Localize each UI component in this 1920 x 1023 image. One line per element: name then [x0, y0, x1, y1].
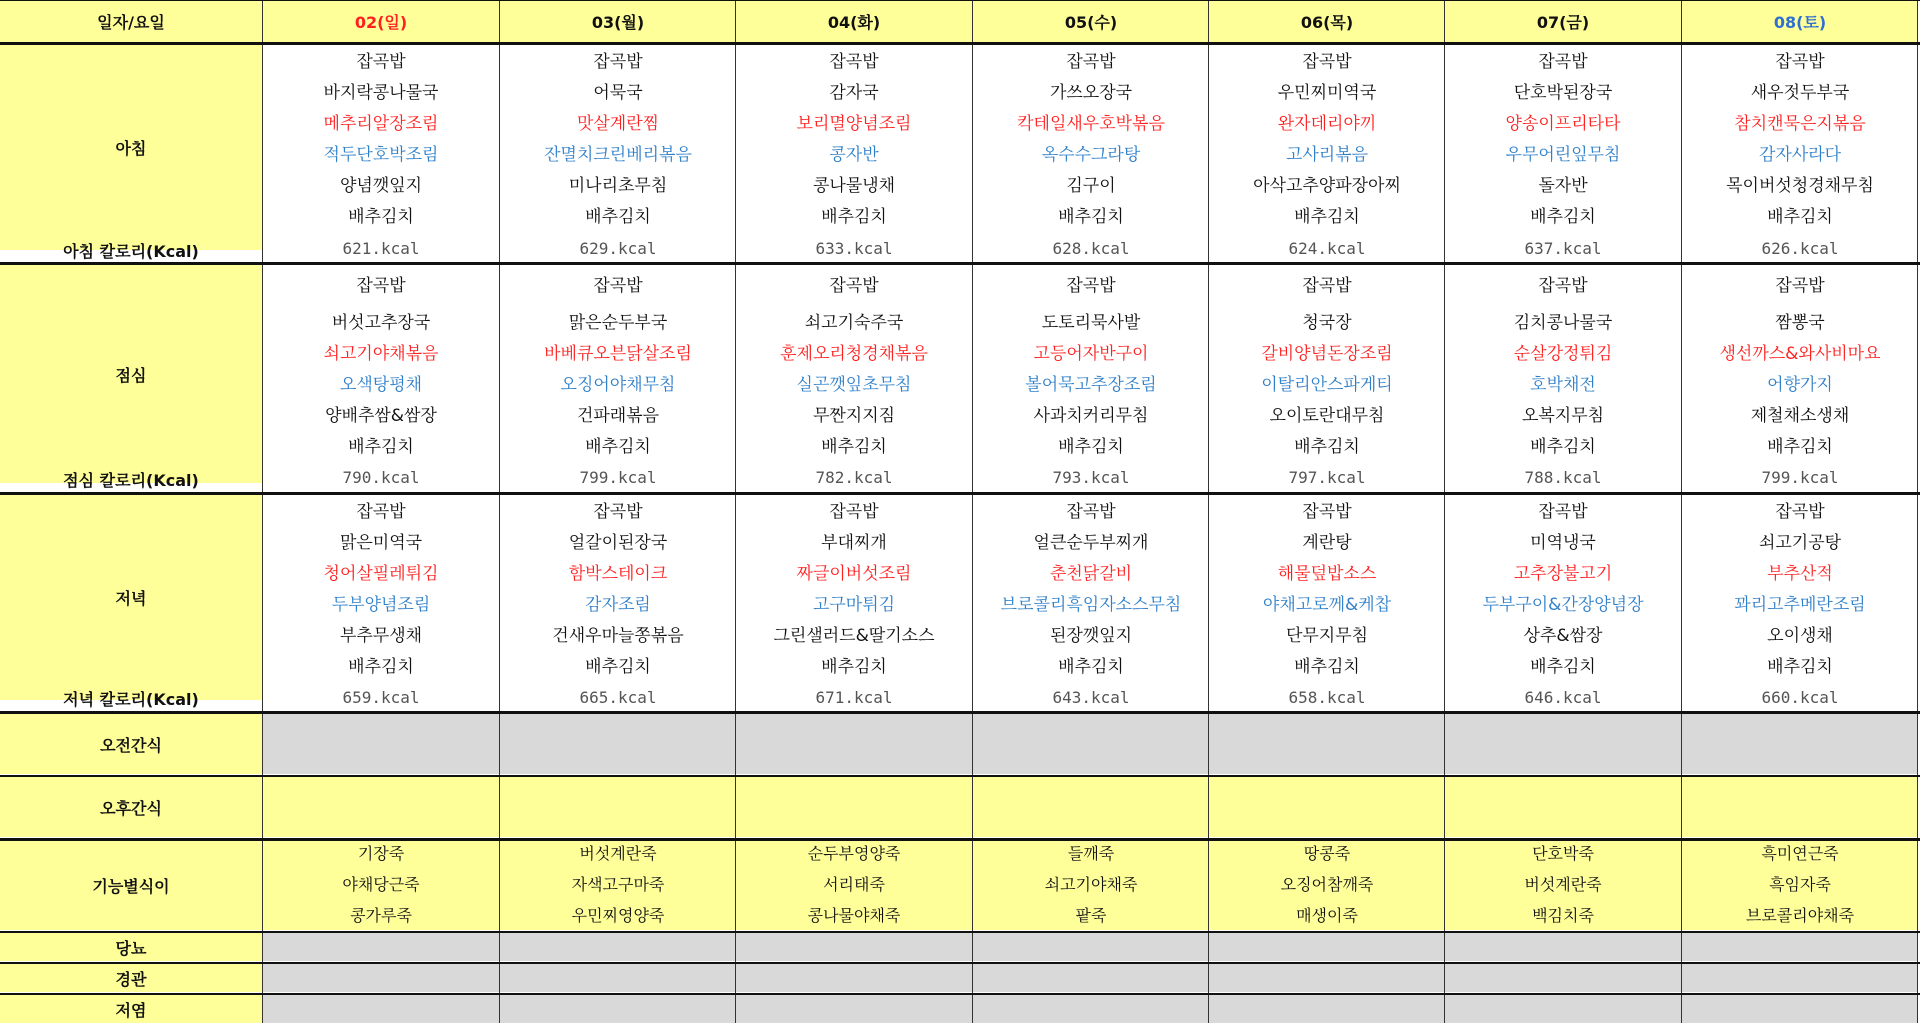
menu-item: 볼어묵고추장조림 — [1025, 375, 1157, 395]
morning-snack-cell[interactable] — [736, 714, 972, 774]
row-label-dinner-calories[interactable]: 저녁 칼로리(Kcal) — [63, 689, 199, 709]
menu-item: 도토리묵사발 — [1041, 313, 1141, 333]
tube-feeding-cell[interactable] — [1682, 964, 1918, 992]
calorie-value: 799.kcal — [579, 468, 657, 487]
low-salt-diet-cell[interactable] — [973, 995, 1209, 1023]
menu-item: 부추산적 — [1767, 564, 1833, 584]
lunch-cell[interactable] — [1445, 265, 1681, 493]
tube-feeding-cell[interactable] — [500, 964, 736, 992]
tube-feeding-cell[interactable] — [1209, 964, 1445, 992]
menu-item: 감자조림 — [585, 595, 651, 615]
calorie-value: 626.kcal — [1761, 239, 1839, 258]
menu-item: 함박스테이크 — [568, 564, 668, 584]
porridge-item: 오징어참깨죽 — [1280, 875, 1374, 894]
row-label-tube-feeding[interactable]: 경관 — [0, 964, 262, 992]
morning-snack-cell[interactable] — [1209, 714, 1445, 774]
menu-item: 잡곡밥 — [1066, 52, 1116, 72]
menu-item: 미나리초무침 — [568, 176, 668, 196]
afternoon-snack-cell[interactable] — [1209, 777, 1445, 837]
menu-item: 아삭고추양파장아찌 — [1253, 176, 1401, 196]
menu-item: 메추리알장조림 — [323, 114, 439, 134]
menu-item: 잡곡밥 — [356, 502, 406, 522]
menu-item: 배추김치 — [1767, 657, 1833, 677]
calorie-value: 629.kcal — [579, 239, 657, 258]
menu-item: 배추김치 — [585, 207, 651, 227]
menu-item: 두부구이&간장양념장 — [1482, 595, 1644, 615]
menu-item: 생선까스&와사비마요 — [1719, 344, 1881, 364]
breakfast-cell[interactable] — [736, 45, 972, 261]
dinner-cell[interactable] — [1445, 495, 1681, 711]
grid-vertical-line — [262, 0, 263, 1023]
breakfast-cell[interactable] — [263, 45, 499, 261]
afternoon-snack-cell[interactable] — [263, 777, 499, 837]
menu-item: 보리멸양념조림 — [796, 114, 912, 134]
row-label-lunch-calories[interactable]: 점심 칼로리(Kcal) — [63, 470, 199, 490]
menu-item: 오복지무침 — [1521, 406, 1605, 426]
menu-item: 콩자반 — [829, 145, 879, 165]
porridge-item: 들깨죽 — [1067, 844, 1115, 863]
afternoon-snack-cell[interactable] — [1445, 777, 1681, 837]
breakfast-cell[interactable] — [1445, 45, 1681, 261]
porridge-item: 콩나물야채죽 — [807, 906, 901, 925]
functional-diet-cell[interactable] — [973, 840, 1209, 930]
morning-snack-cell[interactable] — [500, 714, 736, 774]
menu-item: 배추김치 — [348, 207, 414, 227]
diabetes-diet-cell[interactable] — [1445, 933, 1681, 961]
menu-item: 순살강정튀김 — [1513, 344, 1613, 364]
dinner-cell[interactable] — [263, 495, 499, 711]
menu-item: 버섯고추장국 — [331, 313, 431, 333]
menu-item: 잡곡밥 — [829, 52, 879, 72]
diabetes-diet-cell[interactable] — [973, 933, 1209, 961]
menu-item: 김치콩나물국 — [1513, 313, 1613, 333]
menu-item: 해물덮밥소스 — [1277, 564, 1377, 584]
functional-diet-cell[interactable] — [263, 840, 499, 930]
menu-item: 제철채소생채 — [1750, 406, 1850, 426]
menu-item: 배추김치 — [1058, 207, 1124, 227]
row-label-dinner[interactable]: 저녁 — [0, 495, 262, 700]
porridge-item: 콩가루죽 — [350, 906, 412, 925]
grid-horizontal-line — [0, 492, 1920, 495]
afternoon-snack-cell[interactable] — [736, 777, 972, 837]
calorie-value: 628.kcal — [1052, 239, 1130, 258]
calorie-value: 671.kcal — [815, 688, 893, 707]
grid-horizontal-line — [0, 931, 1920, 933]
lunch-cell[interactable] — [1209, 265, 1445, 493]
calorie-value: 788.kcal — [1524, 468, 1602, 487]
grid-horizontal-line — [0, 42, 1920, 45]
header-day-5[interactable]: 06(목) — [1209, 0, 1445, 42]
dinner-cell[interactable] — [1209, 495, 1445, 711]
menu-item: 김구이 — [1066, 176, 1116, 196]
menu-item: 배추김치 — [348, 657, 414, 677]
calorie-value: 643.kcal — [1052, 688, 1130, 707]
menu-item: 꽈리고추메란조림 — [1734, 595, 1866, 615]
low-salt-diet-cell[interactable] — [500, 995, 736, 1023]
functional-diet-cell[interactable] — [736, 840, 972, 930]
diabetes-diet-cell[interactable] — [500, 933, 736, 961]
menu-item: 야채고로께&케찹 — [1262, 595, 1392, 615]
header-day-4[interactable]: 05(수) — [973, 0, 1209, 42]
menu-item: 배추김치 — [1767, 437, 1833, 457]
menu-item: 고구마튀김 — [812, 595, 896, 615]
menu-item: 어묵국 — [593, 83, 643, 103]
grid-vertical-line — [1681, 0, 1682, 1023]
tube-feeding-cell[interactable] — [973, 964, 1209, 992]
menu-item: 무짠지지짐 — [812, 406, 896, 426]
grid-horizontal-line — [0, 711, 1920, 714]
row-label-afternoon-snack[interactable]: 오후간식 — [0, 777, 262, 837]
calorie-value: 621.kcal — [342, 239, 420, 258]
menu-item: 잡곡밥 — [1066, 276, 1116, 296]
menu-item: 잡곡밥 — [1302, 502, 1352, 522]
grid-vertical-line — [972, 0, 973, 1023]
calorie-value: 633.kcal — [815, 239, 893, 258]
menu-item: 어향가지 — [1767, 375, 1833, 395]
grid-vertical-line — [1917, 0, 1918, 1023]
menu-item: 배추김치 — [821, 207, 887, 227]
grid-vertical-line — [1444, 0, 1445, 1023]
calorie-value: 790.kcal — [342, 468, 420, 487]
menu-item: 잡곡밥 — [593, 502, 643, 522]
menu-item: 잡곡밥 — [1302, 52, 1352, 72]
menu-item: 바베큐오븐닭살조림 — [544, 344, 692, 364]
menu-item: 배추김치 — [585, 657, 651, 677]
menu-item: 양념깻잎지 — [339, 176, 423, 196]
menu-item: 감자사라다 — [1758, 145, 1842, 165]
menu-item: 건새우마늘쫑볶음 — [552, 626, 684, 646]
menu-item: 양송이프리타타 — [1505, 114, 1621, 134]
menu-item: 쇠고기숙주국 — [804, 313, 904, 333]
grid-horizontal-line — [0, 962, 1920, 964]
menu-item: 맛살계란찜 — [576, 114, 660, 134]
header-day-3[interactable]: 04(화) — [736, 0, 972, 42]
menu-item: 배추김치 — [1767, 207, 1833, 227]
row-label-lunch[interactable]: 점심 — [0, 265, 262, 483]
porridge-item: 야채당근죽 — [342, 875, 420, 894]
afternoon-snack-cell[interactable] — [1682, 777, 1918, 837]
menu-item: 호박채전 — [1530, 375, 1596, 395]
tube-feeding-cell[interactable] — [263, 964, 499, 992]
grid-horizontal-line — [0, 262, 1920, 265]
grid-horizontal-line — [0, 0, 1920, 1]
calorie-value: 659.kcal — [342, 688, 420, 707]
menu-item: 양배추쌈&쌈장 — [325, 406, 437, 426]
porridge-item: 자색고구마죽 — [571, 875, 665, 894]
porridge-item: 단호박죽 — [1532, 844, 1594, 863]
porridge-item: 버섯계란죽 — [579, 844, 657, 863]
dinner-cell[interactable] — [736, 495, 972, 711]
lunch-cell[interactable] — [973, 265, 1209, 493]
morning-snack-cell[interactable] — [263, 714, 499, 774]
menu-item: 그린샐러드&딸기소스 — [773, 626, 935, 646]
menu-item: 된장깻잎지 — [1049, 626, 1133, 646]
calorie-value: 658.kcal — [1288, 688, 1366, 707]
menu-item: 칵테일새우호박볶음 — [1017, 114, 1165, 134]
porridge-item: 버섯계란죽 — [1524, 875, 1602, 894]
functional-diet-cell[interactable] — [500, 840, 736, 930]
menu-item: 잡곡밥 — [1538, 52, 1588, 72]
menu-item: 배추김치 — [821, 437, 887, 457]
grid-horizontal-line — [0, 838, 1920, 841]
menu-item: 이탈리안스파게티 — [1261, 375, 1393, 395]
breakfast-cell[interactable] — [973, 45, 1209, 261]
diabetes-diet-cell[interactable] — [263, 933, 499, 961]
morning-snack-cell[interactable] — [973, 714, 1209, 774]
calorie-value: 799.kcal — [1761, 468, 1839, 487]
header-corner[interactable]: 일자/요일 — [0, 0, 262, 42]
header-day-2[interactable]: 03(월) — [500, 0, 736, 42]
calorie-value: 797.kcal — [1288, 468, 1366, 487]
menu-item: 갈비양념돈장조림 — [1261, 344, 1393, 364]
menu-item: 잡곡밥 — [1066, 502, 1116, 522]
grid-horizontal-line — [0, 775, 1920, 777]
header-day-7[interactable]: 08(토) — [1682, 0, 1918, 42]
menu-item: 미역냉국 — [1530, 533, 1596, 553]
menu-item: 배추김치 — [348, 437, 414, 457]
lunch-cell[interactable] — [736, 265, 972, 493]
menu-item: 새우젓두부국 — [1750, 83, 1850, 103]
afternoon-snack-cell[interactable] — [973, 777, 1209, 837]
afternoon-snack-cell[interactable] — [500, 777, 736, 837]
menu-item: 감자국 — [829, 83, 879, 103]
menu-item: 오이생채 — [1767, 626, 1833, 646]
menu-item: 브로콜리흑임자소스무침 — [1000, 595, 1182, 615]
menu-item: 배추김치 — [1058, 437, 1124, 457]
calorie-value: 646.kcal — [1524, 688, 1602, 707]
menu-item: 가쓰오장국 — [1049, 83, 1133, 103]
calorie-value: 665.kcal — [579, 688, 657, 707]
morning-snack-cell[interactable] — [1445, 714, 1681, 774]
dinner-cell[interactable] — [500, 495, 736, 711]
menu-item: 부추무생채 — [339, 626, 423, 646]
menu-item: 맑은순두부국 — [568, 313, 668, 333]
porridge-item: 기장죽 — [357, 844, 405, 863]
menu-item: 얼큰순두부찌개 — [1033, 533, 1149, 553]
menu-item: 잡곡밥 — [593, 52, 643, 72]
tube-feeding-cell[interactable] — [736, 964, 972, 992]
grid-vertical-line — [735, 0, 736, 1023]
menu-item: 오이토란대무침 — [1269, 406, 1385, 426]
menu-item: 고추장불고기 — [1513, 564, 1613, 584]
menu-item: 배추김치 — [1294, 207, 1360, 227]
menu-item: 잡곡밥 — [1538, 276, 1588, 296]
lunch-cell[interactable] — [500, 265, 736, 493]
menu-item: 바지락콩나물국 — [323, 83, 439, 103]
porridge-item: 백김치죽 — [1532, 906, 1594, 925]
menu-item: 잡곡밥 — [356, 276, 406, 296]
menu-item: 잡곡밥 — [1775, 502, 1825, 522]
menu-item: 적두단호박조림 — [323, 145, 439, 165]
menu-item: 배추김치 — [1294, 657, 1360, 677]
menu-item: 배추김치 — [1294, 437, 1360, 457]
menu-item: 단무지무침 — [1285, 626, 1369, 646]
menu-item: 춘천닭갈비 — [1049, 564, 1133, 584]
menu-item: 목이버섯청경채무침 — [1726, 176, 1874, 196]
menu-item: 쇠고기야채볶음 — [323, 344, 439, 364]
row-label-diabetes[interactable]: 당뇨 — [0, 933, 262, 961]
menu-item: 오징어야채무침 — [560, 375, 676, 395]
header-day-1[interactable]: 02(일) — [263, 0, 499, 42]
menu-item: 콩나물냉채 — [812, 176, 896, 196]
header-day-6[interactable]: 07(금) — [1445, 0, 1681, 42]
row-label-breakfast-calories[interactable]: 아침 칼로리(Kcal) — [63, 241, 199, 261]
porridge-item: 쇠고기야채죽 — [1044, 875, 1138, 894]
lunch-cell[interactable] — [1682, 265, 1918, 493]
menu-item: 잡곡밥 — [1775, 276, 1825, 296]
breakfast-cell[interactable] — [1209, 45, 1445, 261]
menu-item: 배추김치 — [1530, 207, 1596, 227]
breakfast-cell[interactable] — [500, 45, 736, 261]
lunch-cell[interactable] — [263, 265, 499, 493]
menu-item: 사과치커리무침 — [1033, 406, 1149, 426]
row-label-breakfast[interactable]: 아침 — [0, 45, 262, 250]
low-salt-diet-cell[interactable] — [1209, 995, 1445, 1023]
menu-item: 고사리볶음 — [1285, 145, 1369, 165]
dinner-cell[interactable] — [973, 495, 1209, 711]
low-salt-diet-cell[interactable] — [1445, 995, 1681, 1023]
porridge-item: 흑미연근죽 — [1761, 844, 1839, 863]
diabetes-diet-cell[interactable] — [736, 933, 972, 961]
menu-item: 실곤깻잎초무침 — [796, 375, 912, 395]
menu-item: 단호박된장국 — [1513, 83, 1613, 103]
row-label-functional-diet[interactable]: 기능별식이 — [0, 840, 262, 930]
menu-item: 완자데리야끼 — [1277, 114, 1377, 134]
porridge-item: 땅콩죽 — [1303, 844, 1351, 863]
row-label-morning-snack[interactable]: 오전간식 — [0, 714, 262, 774]
calorie-value: 660.kcal — [1761, 688, 1839, 707]
grid-horizontal-line — [0, 993, 1920, 995]
menu-item: 건파래볶음 — [576, 406, 660, 426]
calorie-value: 624.kcal — [1288, 239, 1366, 258]
menu-item: 우무어린잎무침 — [1505, 145, 1621, 165]
calorie-value: 793.kcal — [1052, 468, 1130, 487]
low-salt-diet-cell[interactable] — [1682, 995, 1918, 1023]
grid-vertical-line — [499, 0, 500, 1023]
menu-item: 부대찌개 — [821, 533, 887, 553]
low-salt-diet-cell[interactable] — [263, 995, 499, 1023]
porridge-item: 매생이죽 — [1296, 906, 1358, 925]
menu-item: 옥수수그라탕 — [1041, 145, 1141, 165]
menu-item: 두부양념조림 — [331, 595, 431, 615]
porridge-item: 서리태죽 — [823, 875, 885, 894]
menu-item: 계란탕 — [1302, 533, 1352, 553]
menu-item: 쇠고기공탕 — [1758, 533, 1842, 553]
menu-item: 맑은미역국 — [339, 533, 423, 553]
dinner-cell[interactable] — [1682, 495, 1918, 711]
tube-feeding-cell[interactable] — [1445, 964, 1681, 992]
menu-item: 짬뽕국 — [1775, 313, 1825, 333]
menu-item: 배추김치 — [821, 657, 887, 677]
menu-item: 배추김치 — [1530, 657, 1596, 677]
diabetes-diet-cell[interactable] — [1209, 933, 1445, 961]
menu-item: 잡곡밥 — [1538, 502, 1588, 522]
functional-diet-cell[interactable] — [1209, 840, 1445, 930]
porridge-item: 팥죽 — [1075, 906, 1107, 925]
menu-item: 잡곡밥 — [1302, 276, 1352, 296]
menu-item: 잡곡밥 — [593, 276, 643, 296]
diabetes-diet-cell[interactable] — [1682, 933, 1918, 961]
calorie-value: 637.kcal — [1524, 239, 1602, 258]
menu-item: 짜글이버섯조림 — [796, 564, 912, 584]
menu-item: 얼갈이된장국 — [568, 533, 668, 553]
menu-item: 오색탕평채 — [339, 375, 423, 395]
porridge-item: 브로콜리야채죽 — [1745, 906, 1855, 925]
morning-snack-cell[interactable] — [1682, 714, 1918, 774]
functional-diet-cell[interactable] — [1682, 840, 1918, 930]
menu-item: 참치캔묵은지볶음 — [1734, 114, 1866, 134]
menu-item: 배추김치 — [1058, 657, 1124, 677]
grid-vertical-line — [1208, 0, 1209, 1023]
menu-item: 잡곡밥 — [829, 502, 879, 522]
menu-item: 훈제오리청경채볶음 — [780, 344, 928, 364]
breakfast-cell[interactable] — [1682, 45, 1918, 261]
porridge-item: 우민찌영양죽 — [571, 906, 665, 925]
menu-item: 잡곡밥 — [1775, 52, 1825, 72]
functional-diet-cell[interactable] — [1445, 840, 1681, 930]
menu-item: 청어살필레튀김 — [323, 564, 439, 584]
menu-item: 잔멸치크린베리볶음 — [544, 145, 692, 165]
menu-item: 고등어자반구이 — [1033, 344, 1149, 364]
menu-item: 우민찌미역국 — [1277, 83, 1377, 103]
calorie-value: 782.kcal — [815, 468, 893, 487]
menu-item: 상추&쌈장 — [1523, 626, 1603, 646]
porridge-item: 흑임자죽 — [1769, 875, 1831, 894]
row-label-low-salt[interactable]: 저염 — [0, 995, 262, 1023]
menu-item: 청국장 — [1302, 313, 1352, 333]
low-salt-diet-cell[interactable] — [736, 995, 972, 1023]
menu-item: 배추김치 — [1530, 437, 1596, 457]
menu-item: 잡곡밥 — [829, 276, 879, 296]
porridge-item: 순두부영양죽 — [807, 844, 901, 863]
menu-item: 돌자반 — [1538, 176, 1588, 196]
menu-item: 잡곡밥 — [356, 52, 406, 72]
menu-item: 배추김치 — [585, 437, 651, 457]
